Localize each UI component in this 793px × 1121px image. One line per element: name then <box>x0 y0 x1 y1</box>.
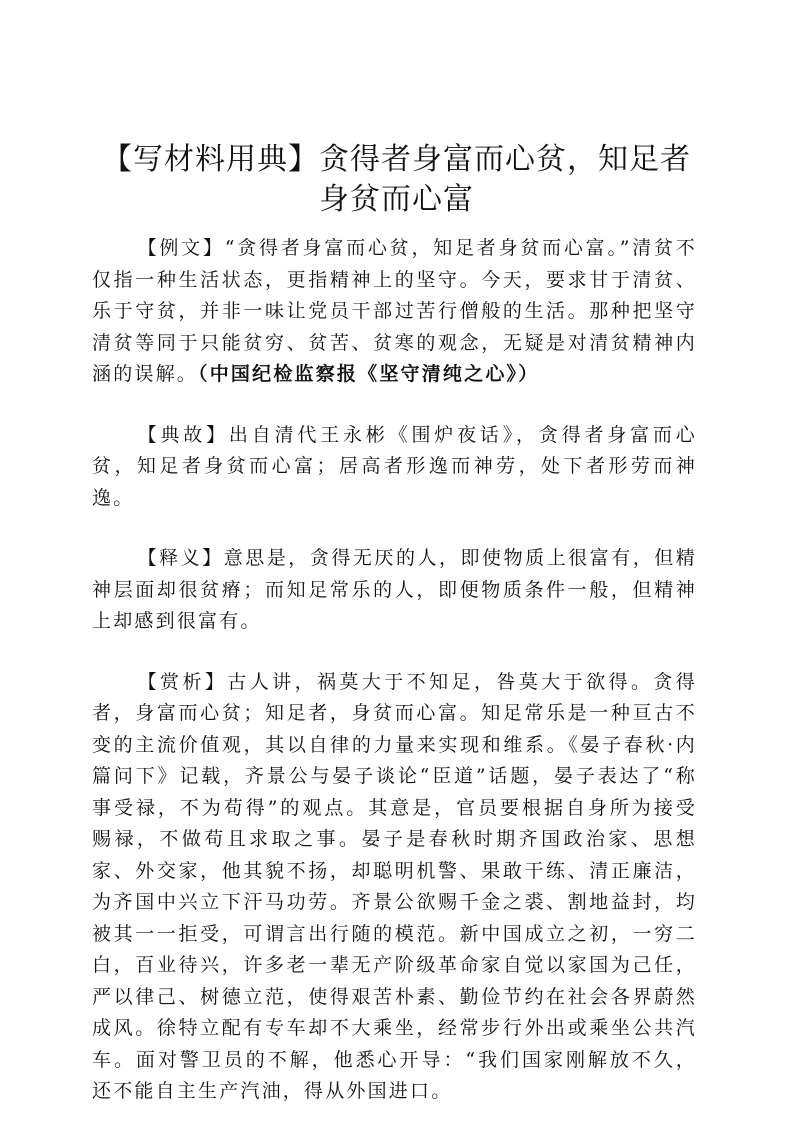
appreciation-tag: 【赏析】 <box>137 670 228 693</box>
allusion-text: 出自清代王永彬《围炉夜话》，贪得者身富而心贫，知足者身贫而心富；居高者形逸而神劳，处下者形劳而神逸。 <box>92 423 698 509</box>
example-tag: 【例文】 <box>137 237 225 259</box>
appreciation-text: 古人讲，祸莫大于不知足，咎莫大于欲得。贪得者，身富而心贫；知足者，身贫而心富。知足常乐是一种亘古不变的主流价值观，其以自律的力量来实现和维系。《晏子春秋·内篇问下》记载，齐景公与晏子谈论“臣道”话题，晏子表达了“称事受禄，不为苟得”的观点。其意是，官员要根据自身所为接受赐禄，不做苟且求取之事。晏子是春秋时期齐国政治家、思想家、外交家，他其貌不扬，却聪明机警、果敢干练、清正廉洁，为齐国中兴立下汗马功劳。齐景公欲赐千金之裘、割地益封，均被其一一拒受，可谓言出行随的模范。新中国成立之初，一穷二白，百业待兴，许多老一辈无产阶级革命家自觉以家国为己任，严以律己、树德立范，使得艰苦朴素、勤俭节约在社会各界蔚然成风。徐特立配有专车却不大乘坐，经常步行外出或乘坐公共汽车。面对警卫员的不解，他悉心开导：“我们国家刚解放不久，还不能自主生产汽油，得从外国进口。 <box>92 670 697 1102</box>
appreciation-paragraph <box>92 667 697 1108</box>
explanation-text: 意思是，贪得无厌的人，即使物质上很富有，但精神层面却很贫瘠；而知足常乐的人，即便物质条件一般，但精神上却感到很富有。 <box>92 547 697 632</box>
example-source: （中国纪检监察报《坚守清纯之心》） <box>198 363 540 385</box>
allusion-paragraph <box>92 420 697 515</box>
example-paragraph <box>92 233 697 391</box>
explanation-paragraph <box>92 543 697 638</box>
example-text: “贪得者身富而心贫，知足者身贫而心富。”清贫不仅指一种生活状态，更指精神上的坚守。今天，要求甘于清贫、乐于守贫，并非一味让党员干部过苦行僧般的生活。那种把坚守清贫等同于只能贫穷、贫苦、贫寒的观念，无疑是对清贫精神内涵的误解。 <box>92 237 697 385</box>
allusion-tag: 【典故】 <box>137 423 229 446</box>
document-body <box>92 233 697 1108</box>
explanation-tag: 【释义】 <box>137 547 224 569</box>
document-title: 【写材料用典】贪得者身富而心贫，知足者身贫而心富 <box>102 142 691 217</box>
